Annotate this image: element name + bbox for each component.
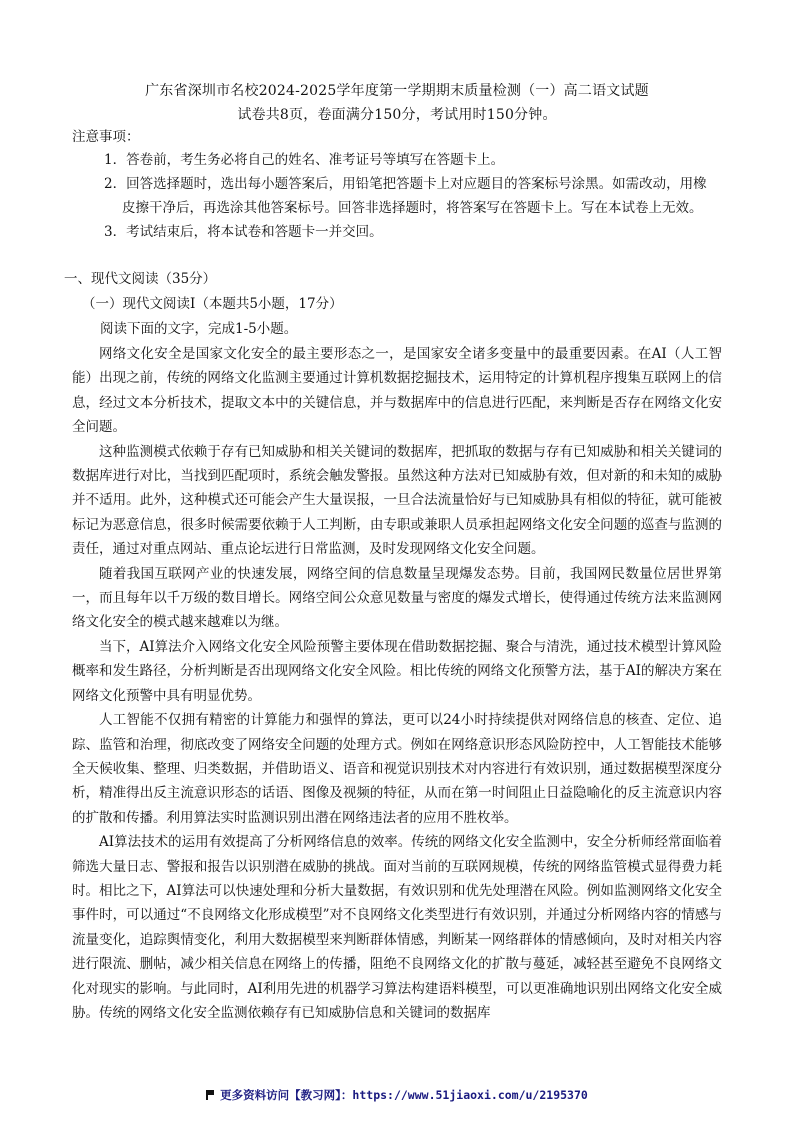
reading-instruction: 阅读下面的文字，完成1-5小题。 — [100, 321, 298, 337]
notes-heading: 注意事项： — [72, 129, 140, 145]
exam-subtitle: 试卷共8页，卷面满分150分，考试用时150分钟。 — [237, 107, 557, 123]
section-heading: 一、现代文阅读（35分） — [64, 271, 217, 287]
passage-paragraph-5: 人工智能不仅拥有精密的计算能力和强悍的算法，更可以24小时持续提供对网络信息的核查、定位、追踪、监管和治理，彻底改变了网络安全问题的处理方式。例如在网络意识形态风险防控中，人工智能技术能够全天候收集、整理、归类数据，并借助语义、语音和视觉识别技术对内容进行有效识别，通过数据模型深度分析，精准得出反主流意识形态的话语、图像及视频的特征，从而在第一时间阻止日益隐喻化的反主流意识内容的扩散和传播。利用算法实时监测识别出潜在网络违法者的应用不胜枚举。 — [72, 712, 722, 826]
note-item-1: 1．答卷前，考生务必将自己的姓名、准考证号等填写在答题卡上。 — [104, 152, 505, 168]
note-item-2: 2．回答选择题时，选出每小题答案后，用铅笔把答题卡上对应题目的答案标号涂黑。如需改动，用橡皮擦干净后，再选涂其他答案标号。回答非选择题时，将答案写在答题卡上。写在本试卷上无效。 — [104, 176, 707, 216]
flag-icon — [206, 1090, 214, 1100]
note-item-3: 3．考试结束后，将本试卷和答题卡一并交回。 — [104, 224, 383, 240]
footer-text: 更多资料访问【教习网】：https://www.51jiaoxi.com/u/2195370 — [220, 1088, 588, 1102]
passage-paragraph-3: 随着我国互联网产业的快速发展，网络空间的信息数量呈现爆发态势。目前，我国网民数量位居世界第一，而且每年以千万级的数目增长。网络空间公众意见数量与密度的爆发式增长，使得通过传统方法来监测网络文化安全的模式越来越难以为继。 — [72, 565, 722, 631]
footer-link[interactable] — [0, 1086, 794, 1104]
passage-paragraph-2: 这种监测模式依赖于存有已知威胁和相关关键词的数据库，把抓取的数据与存有已知威胁和相关关键词的数据库进行对比，当找到匹配项时，系统会触发警报。虽然这种方法对已知威胁有效，但对新的和未知的威胁并不适用。此外，这种模式还可能会产生大量误报，一旦合法流量恰好与已知威胁具有相似的特征，就可能被标记为恶意信息，很多时候需要依赖于人工判断，由专职或兼职人员承担起网络文化安全问题的巡查与监测的责任，通过对重点网站、重点论坛进行日常监测，及时发现网络文化安全问题。 — [72, 443, 722, 558]
passage-paragraph-1: 网络文化安全是国家文化安全的最主要形态之一，是国家安全诸多变量中的最重要因素。在AI（人工智能）出现之前，传统的网络文化监测主要通过计算机数据挖掘技术，运用特定的计算机程序搜集互联网上的信息，经过文本分析技术，提取文本中的关键信息，并与数据库中的信息进行匹配，来判断是否存在网络文化安全问题。 — [72, 346, 722, 436]
passage-paragraph-4: 当下，AI算法介入网络文化安全风险预警主要体现在借助数据挖掘、聚合与清洗，通过技术模型计算风险概率和发生路径，分析判断是否出现网络文化安全风险。相比传统的网络文化预警方法，基于AI的解决方案在网络文化预警中具有明显优势。 — [72, 638, 722, 704]
passage-paragraph-6: AI算法技术的运用有效提高了分析网络信息的效率。传统的网络文化安全监测中，安全分析师经常面临着筛选大量日志、警报和报告以识别潜在威胁的挑战。面对当前的互联网规模，传统的网络监管模式显得费力耗时。相比之下，AI算法可以快速处理和分析大量数据，有效识别和优先处理潜在风险。例如监测网络文化安全事件时，可以通过“不良网络文化形成模型”对不良网络文化类型进行有效识别，并通过分析网络内容的情感与流量变化，追踪舆情变化，利用大数据模型来判断群体情感，判断某一网络群体的情感倾向，及时对相关内容进行限流、删帖，减少相关信息在网络上的传播，阻绝不良网络文化的扩散与蔓延，减轻甚至避免不良网络文化对现实的影响。与此同时，AI利用先进的机器学习算法构建语料模型，可以更准确地识别出网络文化安全威胁。传统的网络文化安全监测依赖存有已知威胁信息和关键词的数据库 — [72, 834, 722, 1021]
subsection-heading: （一）现代文阅读Ⅰ（本题共5小题，17分） — [82, 296, 343, 312]
exam-title: 广东省深圳市名校2024-2025学年度第一学期期末质量检测（一）高二语文试题 — [145, 83, 649, 99]
reading-passage — [72, 342, 722, 1025]
